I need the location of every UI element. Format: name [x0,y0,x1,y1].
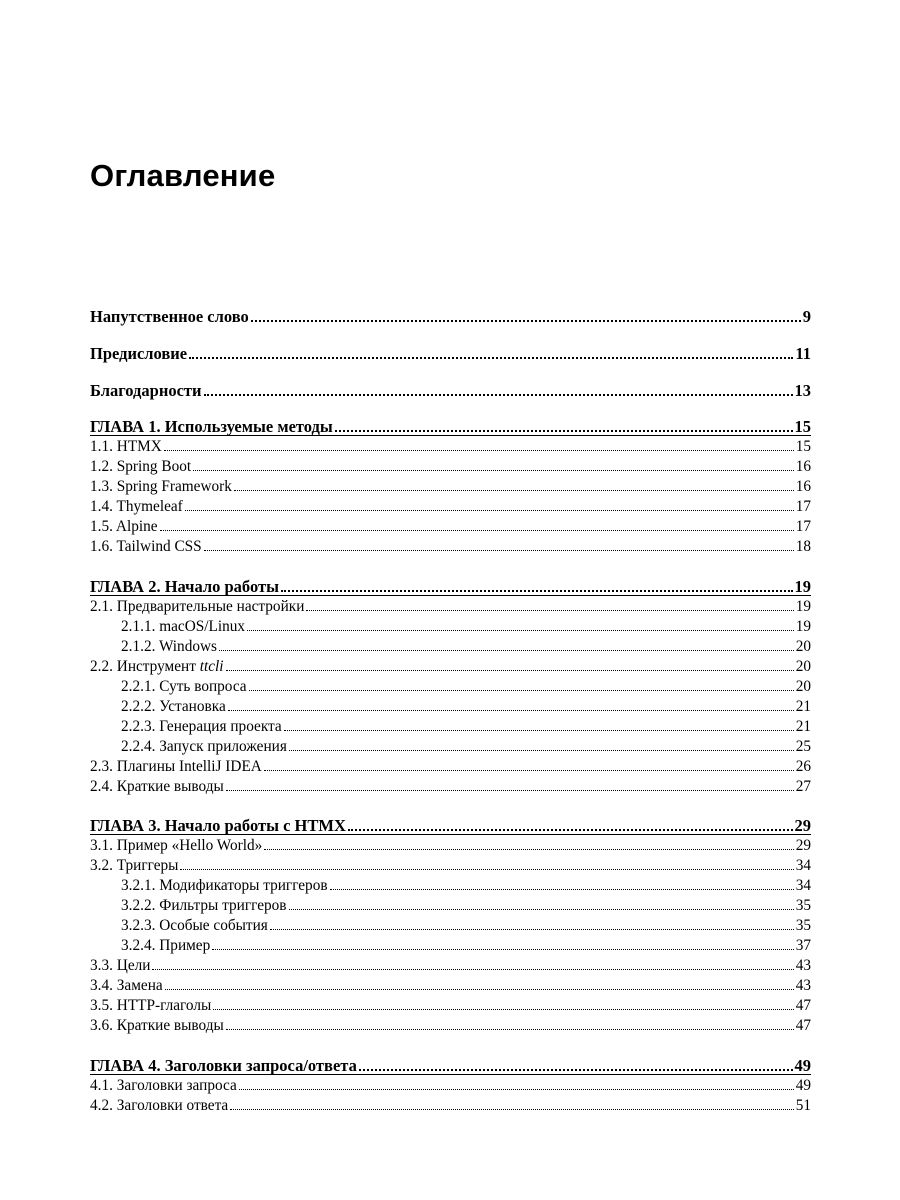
toc-entry-preface[interactable] [90,380,811,400]
toc-entry-label: 1.4. Thymeleaf [90,498,183,515]
toc-page-number: 29 [795,837,811,854]
toc-entry-subsection[interactable] [90,895,811,915]
dot-leader [239,1075,794,1090]
toc-entry-label: 2.2.2. Установка [121,698,226,715]
toc-entry-section[interactable] [90,456,811,476]
toc-entry-label: 1.2. Spring Boot [90,458,192,475]
toc-page-number: 47 [795,997,811,1014]
toc-page-number: 51 [795,1097,811,1114]
toc-page-number: 35 [795,897,811,914]
toc-page-number: 34 [795,857,811,874]
dot-leader [284,716,794,731]
toc-entry-section[interactable] [90,436,811,456]
dot-leader [270,915,794,930]
dot-leader [204,380,793,396]
toc-entry-section[interactable] [90,596,811,616]
toc-page-number: 15 [795,438,811,455]
toc-page-number: 25 [795,738,811,755]
toc-page-number: 35 [795,917,811,934]
toc-entry-section[interactable] [90,496,811,516]
toc-page-number: 9 [802,307,811,326]
toc-page-number: 20 [795,658,811,675]
toc-entry-label: ГЛАВА 3. Начало работы с HTMX [90,816,346,835]
dot-leader [193,456,794,471]
toc-entry-subsection[interactable] [90,716,811,736]
toc-entry-label: 3.2.4. Пример [121,937,211,954]
dot-leader [251,306,801,322]
toc-page-number: 18 [795,538,811,555]
toc-entry-section[interactable] [90,516,811,536]
toc-page-number: 43 [795,957,811,974]
dot-leader [189,343,793,359]
toc-entry-section[interactable] [90,1015,811,1035]
toc-entry-chapter[interactable] [90,1055,811,1075]
toc-page-number: 15 [794,417,811,436]
dot-leader [226,1015,794,1030]
toc-entry-label: 3.2. Триггеры [90,857,179,874]
toc-entry-section[interactable] [90,656,811,676]
toc-entry-subsection[interactable] [90,736,811,756]
toc-entry-section[interactable] [90,1095,811,1115]
toc-page-number: 20 [795,678,811,695]
toc-page-number: 21 [795,718,811,735]
toc-page-number: 21 [795,698,811,715]
toc-entry-label: 2.1.2. Windows [121,638,217,655]
toc-entry-label: ГЛАВА 2. Начало работы [90,577,279,596]
toc-entry-label: 3.2.1. Модификаторы триггеров [121,877,328,894]
toc-entry-label: 1.6. Tailwind CSS [90,538,202,555]
dot-leader [247,616,794,631]
toc-page-number: 37 [795,937,811,954]
dot-leader [164,436,794,451]
toc-entry-subsection[interactable] [90,616,811,636]
toc-entry-subsection[interactable] [90,935,811,955]
toc-page-number: 19 [795,598,811,615]
dot-leader [281,576,793,592]
dot-leader [213,995,793,1010]
toc-entry-label: 1.1. HTMX [90,438,162,455]
toc-entry-section[interactable] [90,476,811,496]
toc-page-number: 19 [795,618,811,635]
toc-entry-section[interactable] [90,776,811,796]
toc-entry-label: Благодарности [90,381,202,400]
toc-entry-label: Предисловие [90,344,188,363]
toc-entry-subsection[interactable] [90,636,811,656]
toc-entry-section[interactable] [90,835,811,855]
toc-entry-preface[interactable] [90,343,811,363]
toc-entry-section[interactable] [90,536,811,556]
toc-entry-label: Напутственное слово [90,307,249,326]
dot-leader [330,875,794,890]
toc-entry-section[interactable] [90,1075,811,1095]
toc-page-number: 26 [795,758,811,775]
dot-leader [264,756,794,771]
toc-entry-label: 3.4. Замена [90,977,163,994]
toc-entry-label: 2.2.3. Генерация проекта [121,718,282,735]
toc-page-number: 17 [795,498,811,515]
toc-entry-subsection[interactable] [90,696,811,716]
toc-entry-preface[interactable] [90,306,811,326]
toc-page-number: 17 [795,518,811,535]
toc-entry-label: 1.5. Alpine [90,518,158,535]
toc-page-number: 27 [795,778,811,795]
dot-leader [185,496,794,511]
toc-entry-label: 3.2.3. Особые события [121,917,268,934]
toc-entry-label: 2.2.4. Запуск приложения [121,738,287,755]
toc-page-number: 34 [795,877,811,894]
toc-entry-label: 3.2.2. Фильтры триггеров [121,897,287,914]
toc-page-number: 13 [794,381,811,400]
dot-leader [152,955,793,970]
page-title: Оглавление [90,158,276,193]
dot-leader [180,855,793,870]
dot-leader [264,835,793,850]
dot-leader [234,476,794,491]
toc-entry-label: 4.2. Заголовки ответа [90,1097,229,1114]
dot-leader [230,1095,793,1110]
dot-leader [335,416,793,432]
toc-entry-label: 2.4. Краткие выводы [90,778,224,795]
toc-page-number: 29 [794,816,811,835]
dot-leader [348,815,793,831]
toc-entry-label: 4.1. Заголовки запроса [90,1077,237,1094]
toc-entry-label: 2.2. Инструмент ttcli [90,658,224,675]
dot-leader [306,596,793,611]
toc-entry-chapter[interactable] [90,576,811,596]
dot-leader [219,636,794,651]
toc-entry-label: ГЛАВА 1. Используемые методы [90,417,333,436]
toc-entry-chapter[interactable] [90,416,811,436]
toc-entry-label-italic: ttcli [199,658,224,675]
toc-entry-section[interactable] [90,975,811,995]
toc-page-number: 16 [795,458,811,475]
dot-leader [212,935,793,950]
toc-entry-label: 2.1.1. macOS/Linux [121,618,246,635]
toc-entry-label: 2.2.1. Суть вопроса [121,678,247,695]
dot-leader [204,536,794,551]
toc-entry-label: ГЛАВА 4. Заголовки запроса/ответа [90,1056,357,1075]
dot-leader [226,656,794,671]
toc-entry-label: 3.6. Краткие выводы [90,1017,224,1034]
toc-entry-label: 3.5. HTTP-глаголы [90,997,212,1014]
toc-entry-section[interactable] [90,995,811,1015]
toc-page-number: 43 [795,977,811,994]
dot-leader [289,895,794,910]
toc-entry-label: 2.1. Предварительные настройки [90,598,305,615]
toc-entry-section[interactable] [90,855,811,875]
toc-entry-label: 3.3. Цели [90,957,151,974]
toc-page-number: 49 [795,1077,811,1094]
dot-leader [160,516,794,531]
dot-leader [226,776,794,791]
toc-page-number: 49 [794,1056,811,1075]
dot-leader [289,736,794,751]
toc-entry-label: 2.3. Плагины IntelliJ IDEA [90,758,262,775]
toc-entry-subsection[interactable] [90,875,811,895]
dot-leader [249,676,794,691]
dot-leader [165,975,794,990]
dot-leader [228,696,794,711]
dot-leader [359,1055,793,1071]
toc-page-number: 47 [795,1017,811,1034]
toc-entry-label: 3.1. Пример «Hello World» [90,837,263,854]
toc-entry-subsection[interactable] [90,915,811,935]
toc-entry-section[interactable] [90,756,811,776]
toc-entry-subsection[interactable] [90,676,811,696]
toc-entry-label: 1.3. Spring Framework [90,478,232,495]
toc-page-number: 11 [795,344,811,363]
toc-page-number: 20 [795,638,811,655]
toc-page-number: 19 [794,577,811,596]
toc-page-number: 16 [795,478,811,495]
toc-entry-section[interactable] [90,955,811,975]
toc-entry-chapter[interactable] [90,815,811,835]
